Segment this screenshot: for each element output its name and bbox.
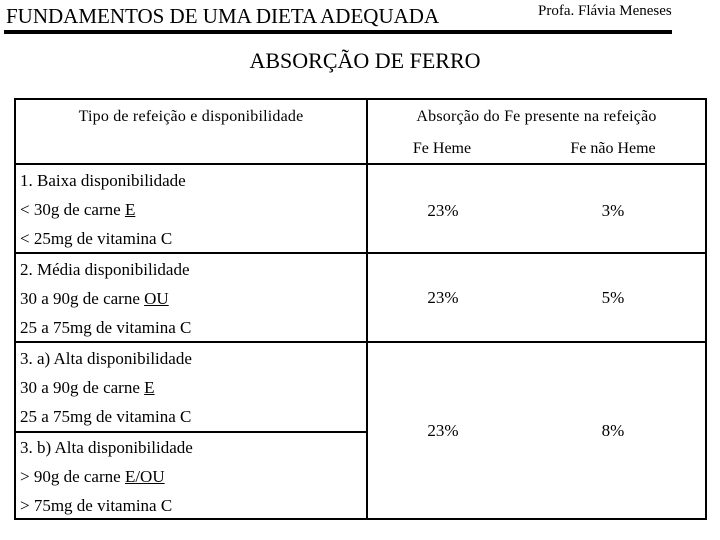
vitamin-c-amount: 25 a 75mg de vitamina C <box>20 318 192 337</box>
fe-non-heme-value: 5% <box>601 288 625 307</box>
fe-heme-subheader: Fe Heme <box>412 140 472 157</box>
fe-non-heme-subheader: Fe não Heme <box>570 140 656 157</box>
availability-label: 1. Baixa disponibilidade <box>20 171 186 190</box>
conjunction: E/OU <box>124 467 165 486</box>
meat-amount: 30 a 90g de carne E <box>20 378 155 397</box>
availability-label: 2. Média disponibilidade <box>20 260 190 279</box>
table-row <box>20 433 193 520</box>
availability-label: 3. b) Alta disponibilidade <box>20 438 193 457</box>
meat-amount: 30 a 90g de carne OU <box>20 289 169 308</box>
table-header-divider <box>14 163 706 165</box>
table-row <box>20 344 192 431</box>
vitamin-c-amount: > 75mg de vitamina C <box>20 496 173 515</box>
column-divider <box>366 98 368 520</box>
fe-non-heme-value: 8% <box>601 421 625 440</box>
author-name: Profa. Flávia Meneses <box>538 3 672 19</box>
table-right-border <box>705 98 707 520</box>
meal-type-column-header: Tipo de refeição e disponibilidade <box>78 108 304 125</box>
table-row <box>20 255 191 342</box>
table-row <box>20 166 186 253</box>
fe-heme-value: 23% <box>427 421 459 440</box>
fe-heme-value: 23% <box>427 201 459 220</box>
vitamin-c-amount: < 25mg de vitamina C <box>20 229 173 248</box>
meat-amount: < 30g de carne E <box>20 200 136 219</box>
slide-title: ABSORÇÃO DE FERRO <box>249 48 481 73</box>
conjunction: E <box>124 200 136 219</box>
fe-non-heme-value: 3% <box>601 201 625 220</box>
fe-heme-value: 23% <box>427 288 459 307</box>
absorption-column-header: Absorção do Fe presente na refeição <box>416 108 657 125</box>
meat-amount: > 90g de carne E/OU <box>20 467 165 486</box>
header-rule <box>4 30 672 34</box>
table-top-border <box>14 98 706 100</box>
vitamin-c-amount: 25 a 75mg de vitamina C <box>20 407 192 426</box>
availability-label: 3. a) Alta disponibilidade <box>20 349 192 368</box>
table-left-border <box>14 98 16 520</box>
conjunction: OU <box>144 289 169 308</box>
document-title: FUNDAMENTOS DE UMA DIETA ADEQUADA <box>6 4 440 28</box>
conjunction: E <box>144 378 155 397</box>
